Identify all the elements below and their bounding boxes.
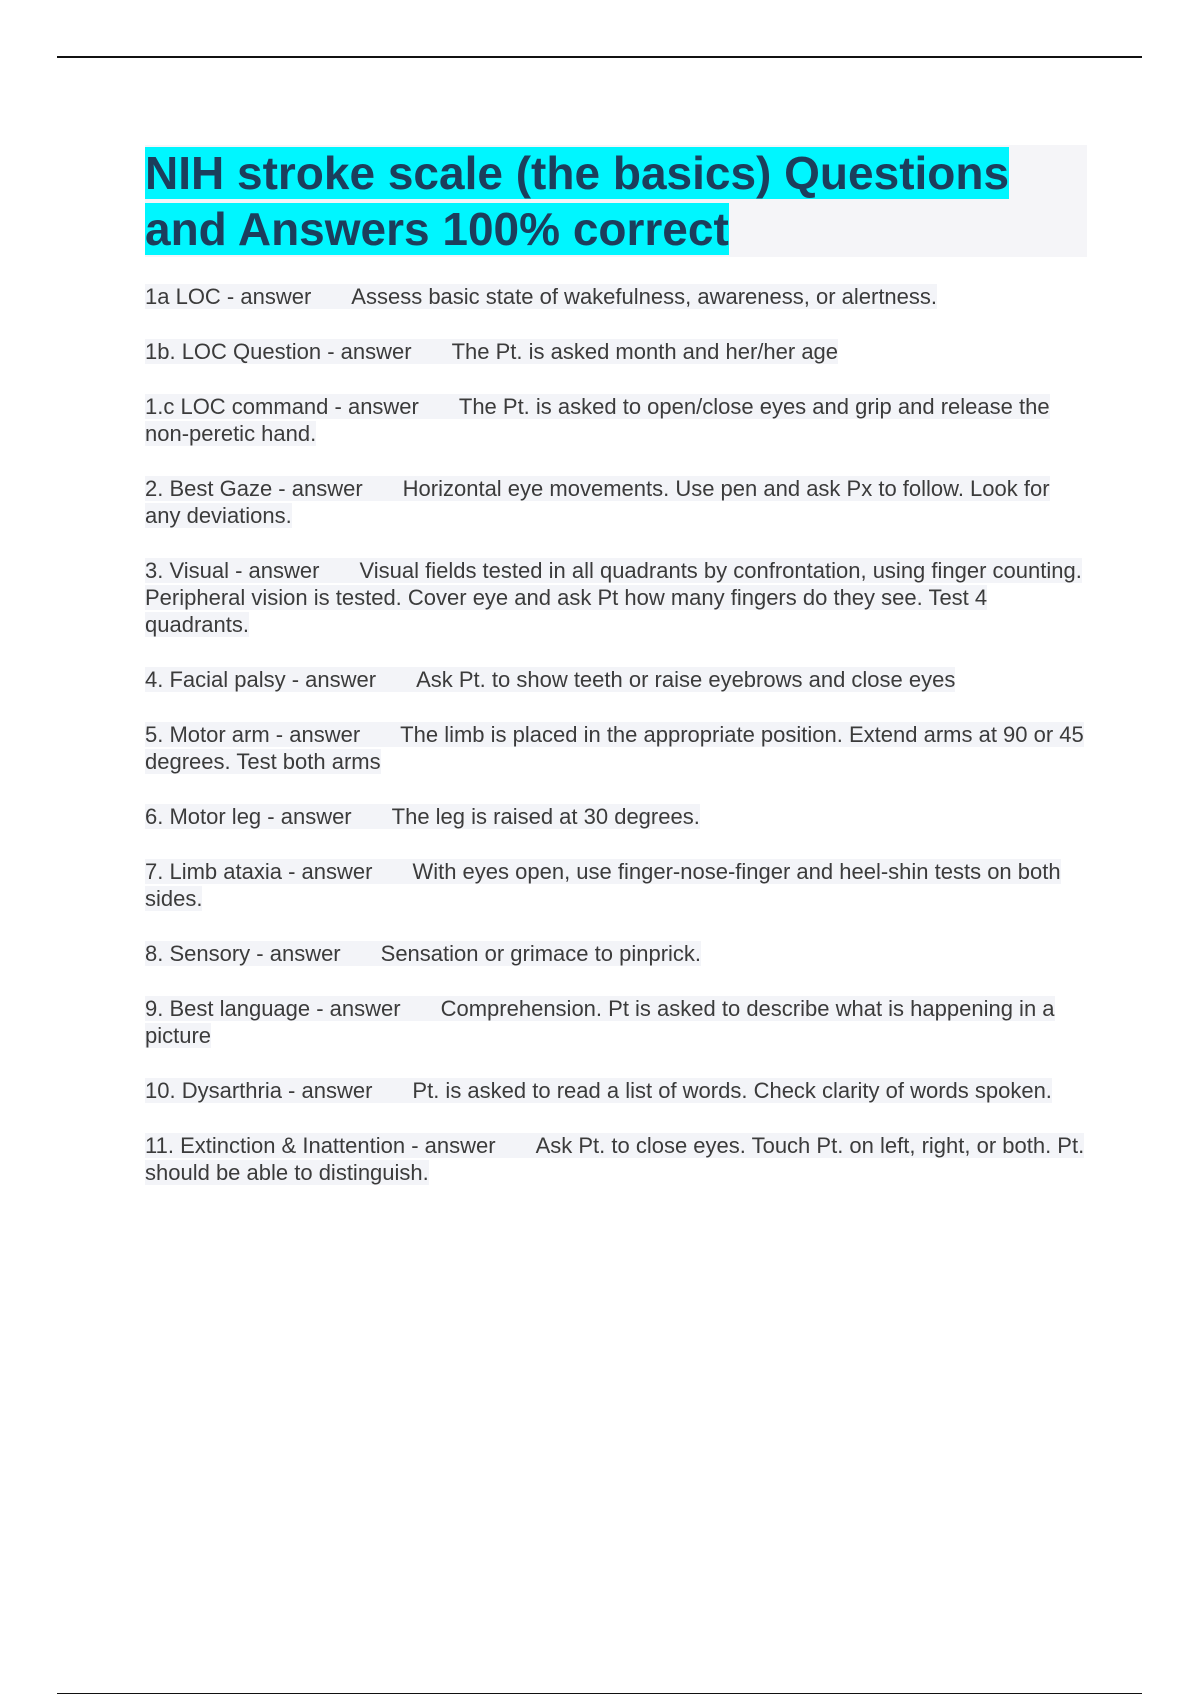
qa-question: 1b. LOC Question - answer [145,339,412,364]
qa-item [145,1132,1090,1186]
qa-item [145,940,1090,967]
qa-item [145,393,1090,447]
qa-answer: The limb is placed in the appropriate position. Extend arms at 90 or 45 degrees. Test both arms [145,722,1084,774]
qa-item [145,557,1090,638]
qa-question: 11. Extinction & Inattention - answer [145,1133,496,1158]
title-block [145,145,1087,257]
qa-answer: Sensation or grimace to pinprick. [380,941,702,966]
qa-item [145,858,1090,912]
qa-item [145,338,1090,365]
qa-question: 3. Visual - answer [145,558,320,583]
qa-question: 6. Motor leg - answer [145,804,352,829]
qa-list [145,283,1090,1214]
qa-question: 1a LOC - answer [145,284,312,309]
qa-question: 10. Dysarthria - answer [145,1078,373,1103]
qa-answer: Comprehension. Pt is asked to describe what is happening in a picture [145,996,1055,1048]
qa-answer: Assess basic state of wakefulness, awareness, or alertness. [351,284,938,309]
qa-answer: The leg is raised at 30 degrees. [391,804,700,829]
page-title-text: NIH stroke scale (the basics) Questions and Answers 100% correct [145,147,1010,255]
qa-answer: Ask Pt. to close eyes. Touch Pt. on left, right, or both. Pt. should be able to distinguish. [145,1133,1085,1185]
qa-item [145,721,1090,775]
bottom-rule [57,1693,1142,1694]
top-rule [57,56,1142,58]
qa-answer: The Pt. is asked month and her/her age [451,339,839,364]
page-title [145,145,1087,257]
qa-answer: Ask Pt. to show teeth or raise eyebrows and close eyes [416,667,956,692]
qa-answer: Horizontal eye movements. Use pen and ask Px to follow. Look for any deviations. [145,476,1050,528]
qa-item [145,666,1090,693]
qa-item [145,803,1090,830]
qa-item [145,475,1090,529]
qa-question: 9. Best language - answer [145,996,401,1021]
qa-question: 2. Best Gaze - answer [145,476,363,501]
qa-item [145,283,1090,310]
qa-item [145,995,1090,1049]
qa-answer: Pt. is asked to read a list of words. Check clarity of words spoken. [412,1078,1052,1103]
qa-answer: Visual fields tested in all quadrants by confrontation, using finger counting. Peripheral vision is tested. Cover eye and ask Pt how many fingers do they see. Test 4 quadrants. [145,558,1082,637]
qa-question: 8. Sensory - answer [145,941,341,966]
qa-question: 5. Motor arm - answer [145,722,361,747]
qa-question: 7. Limb ataxia - answer [145,859,373,884]
qa-item [145,1077,1090,1104]
qa-answer: With eyes open, use finger-nose-finger and heel-shin tests on both sides. [145,859,1061,911]
qa-answer: The Pt. is asked to open/close eyes and grip and release the non-peretic hand. [145,394,1050,446]
qa-question: 4. Facial palsy - answer [145,667,377,692]
qa-question: 1.c LOC command - answer [145,394,419,419]
